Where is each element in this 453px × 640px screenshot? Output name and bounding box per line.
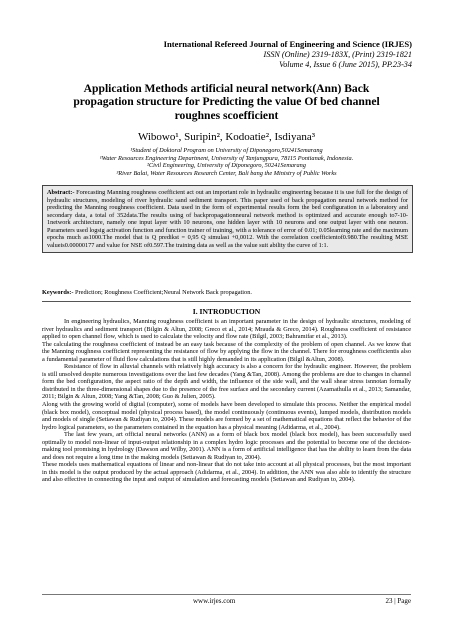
page-number: 23 | Page	[385, 597, 411, 605]
footer-divider	[42, 594, 411, 595]
abstract-box	[42, 185, 413, 253]
body-paragraph: The last few years, art official neural networks (ANN) as a form of black box model (black box model), has been successfully used optimally to model non-linear of input-output relationship in a complex hydro logic processes and the potential to become one of the decision-making tool promising in hydrology (Dawson and Wilby, 2001). ANN is a form of artificial intelligence that has the ability to learn from the data and does not require a long time in the making models (Setiawan & Rudiyan to, 2004).	[42, 431, 411, 461]
affiliation-line: ²Civil Engineering, University of Diponegoro, 50241Semarang	[147, 162, 306, 170]
body-paragraph: In engineering hydraulics, Manning roughness coefficient is an important parameter in the design of hydraulic structures, modeling of river hydraulics and sediment transport (Bilgin & Altun, 2008; Greco et al., 2014; Mrauda & Greco, 2014). Roughness coefficient of resistance applied to open channel flow, which is used to calculate the velocity and flow rate (Bilgil, 2003; Bahramifar et al., 2013).	[42, 318, 411, 341]
journal-title: International Refereed Journal of Engineering and Science (IRJES)	[163, 39, 412, 49]
keywords	[42, 289, 411, 297]
body-paragraph: The calculating the roughness coefficient of instead be an easy task because of the complexity of the problem of open channel. As we know that the Manning roughness coefficient representing the resistance of flow by applying the flow in the channel. There for eroughness coefficientis also a fundamental parameter of fluid flow calculations that is still highly demanded in its application (Bilgil &Altun, 2008).	[42, 340, 411, 363]
abstract-label: Abstract:-	[47, 189, 75, 196]
abstract-text: Forecasting Manning roughness coefficient act out an important role in hydraulic engineering because it is use full for the design of hydraulic structures, modeling of river hydraulic sand sediment transport. This paper used of back propagation neural network method for predicting the Manning roughness coefficient. Data used in the form of experimental results form the bed configuration in a laboratory and secondary data, a total of 352data.The results using of backpropagationneural network method is optimized and accurate enough to7-10-1network architecture, namely one input layer with 10 neurons, one hidden layer with 10 neurons and one output layer with one neuron. Parameters used logsig activation function and function trainer of training, with a tolerance of error of 0.01; 0.05learning rate and the maximum epochs much as1000.The model that is Q predikst = 0,95 Q simulasi +0,0012. With the correlation coefficientof0.980.The resulting MSE valueis0.00000177 and value for NSE of0.597.The training data as well as the value suit ability the curve of 1:1.	[47, 189, 408, 249]
journal-volume: Volume 4, Issue 6 (June 2015), PP.23-34	[279, 59, 412, 69]
paper-authors: Wibowo¹, Suripin², Kodoatie², Isdiyana³	[137, 131, 316, 143]
journal-header	[164, 40, 412, 69]
affiliation-line: ¹Water Resources Engineering Department, University of Tanjungpura, 78115 Pontianak, Indonesia.	[99, 154, 354, 162]
author-affiliations	[30, 147, 423, 177]
section-heading: I. INTRODUCTION	[192, 307, 261, 316]
body-paragraph: Along with the growing world of digital (computer), some of models have been developed to simulate this process. Neither the empirical model (black box model), conceptual model (physical process based), the model continuously (continuous events), lumped models, distribution models and models of single (Setiawan & Rudiyan to, 2004). These models are formed by a set of mathematical equations that reflect the behavior of the hydro logical parameters, so the parameters contained in the equation has a physical meaning (Adidarma, et al., 2004).	[42, 401, 411, 431]
journal-issn: ISSN (Online) 2319-183X, (Print) 2319-1821	[263, 49, 412, 59]
keywords-label: Keywords:-	[42, 289, 74, 296]
introduction-body	[42, 318, 411, 484]
keywords-text: Prediction; Roughness Coefficient;Neural Network Back propagation.	[73, 289, 252, 296]
affiliation-line: ³River Balai, Water Resources Research Center, Bali bang the Ministry of Public Works	[116, 169, 337, 177]
section-divider	[42, 301, 411, 302]
paper-title: Application Methods artificial neural network(Ann) Back propagation structure for Predicting the value Of bed channel roughnes scoefficient	[73, 82, 380, 122]
footer-url[interactable]: www.irjes.com	[193, 597, 236, 605]
body-paragraph: Resistance of flow in alluvial channels with relatively high accuracy is also a concern for the hydraulic engineer. However, the problem is still unsolved despite numerous investigations over the last few decades (Yang &Tan, 2008). Among the problems are due to changes in channel form the bed configuration, the aspect ratio of the depth and width, the influence of the side wall, and the wall shear stress isnnotan formally distributed in the three-dimensional shapes due to the presence of the free surface and the secondary current (Azamathulla et al., 2013; Samandar, 2011; Bilgin & Altun, 2008; Yang &Tan, 2008; Guo & Julien, 2005).	[42, 363, 411, 401]
affiliation-line: ¹Student of Doktoral Program on University of Diponegoro,50241Semarang	[130, 147, 323, 154]
body-paragraph: These models uses mathematical equations of linear and non-linear that do not take into account at all physical processes, but the most important in this model is the output produced by the actual approach (Adidarma, et al., 2004). In addition, the ANN was also able to identify the structure and also effective in connecting the input and output of simulation and forecasting models (Setiawan and Rudiyan to, 2004).	[42, 461, 411, 484]
